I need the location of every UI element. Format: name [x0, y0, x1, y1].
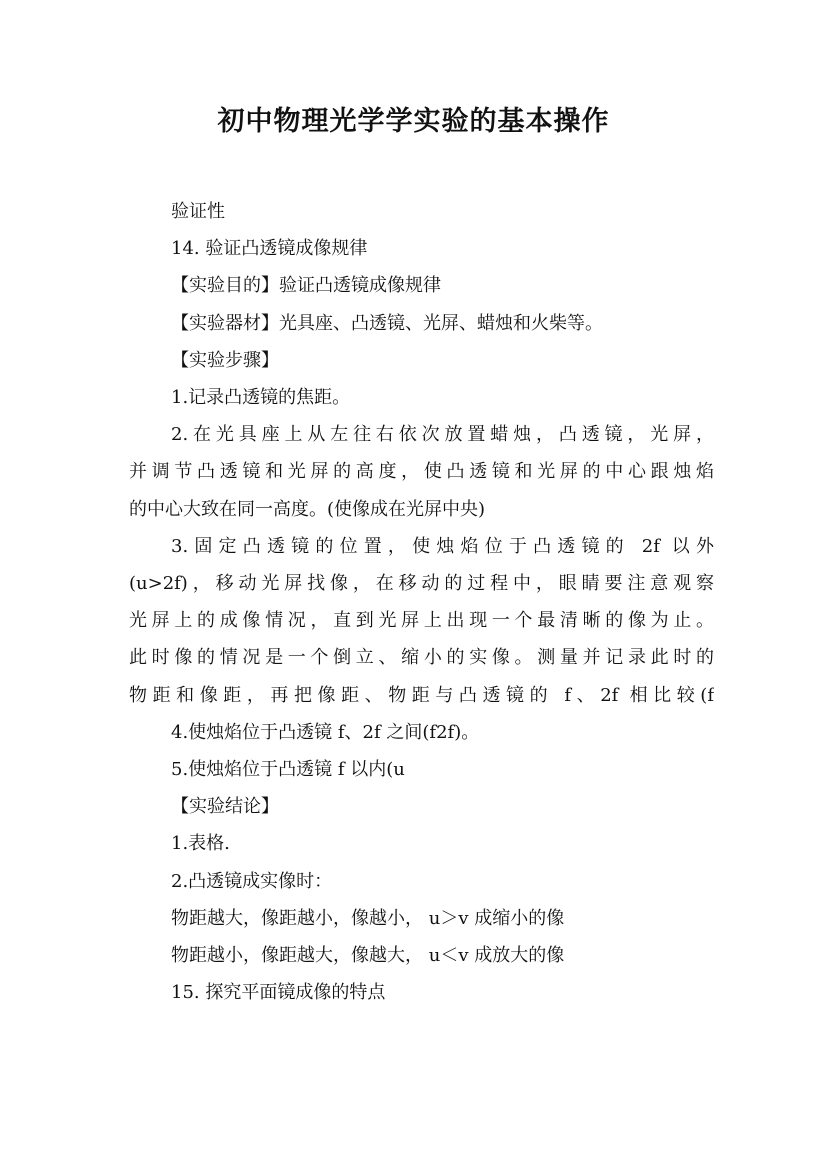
step-3-line-2: (u>2f)，移动光屏找像，在移动的过程中，眼睛要注意观察: [129, 573, 714, 595]
steps-heading: 【实验步骤】: [171, 349, 279, 371]
conclusion-2: 2.凸透镜成实像时：: [171, 870, 333, 892]
experiment-purpose: 【实验目的】验证凸透镜成像规律: [171, 275, 441, 297]
step-3-line-1: 3.固定凸透镜的位置，使烛焰位于凸透镜的 2f 以外: [171, 535, 714, 557]
step-4: 4.使烛焰位于凸透镜 f、2f 之间(f2f)。: [171, 721, 480, 743]
experiment-heading: 14. 验证凸透镜成像规律: [171, 238, 368, 260]
conclusion-rule-enlarged: 物距越小，像距越大，像越大， u＜v 成放大的像: [171, 945, 565, 967]
experiment-materials: 【实验器材】光具座、凸透镜、光屏、蜡烛和火柴等。: [171, 312, 603, 334]
section-label: 验证性: [171, 201, 225, 222]
step-5: 5.使烛焰位于凸透镜 f 以内(u: [171, 759, 405, 781]
conclusion-heading: 【实验结论】: [171, 796, 279, 818]
step-3-line-3: 光屏上的成像情况，直到光屏上出现一个最清晰的像为止。: [129, 610, 714, 632]
step-1: 1.记录凸透镜的焦距。: [171, 387, 351, 409]
experiment-heading-15: 15. 探究平面镜成像的特点: [171, 982, 386, 1004]
step-2-line-2: 并调节凸透镜和光屏的高度，使凸透镜和光屏的中心跟烛焰: [129, 461, 714, 483]
step-3-line-4: 此时像的情况是一个倒立、缩小的实像。测量并记录此时的: [129, 647, 714, 669]
conclusion-1: 1.表格.: [171, 833, 230, 855]
step-3-line-5: 物距和像距，再把像距、物距与凸透镜的 f、2f 相比较(f: [129, 684, 714, 706]
document-title: 初中物理光学学实验的基本操作: [217, 106, 610, 137]
step-2-line-3: 的中心大致在同一高度。(使像成在光屏中央): [129, 498, 486, 520]
document-body: [129, 193, 714, 1011]
step-2-line-1: 2.在光具座上从左往右依次放置蜡烛，凸透镜，光屏，: [171, 424, 714, 446]
conclusion-rule-reduced: 物距越大，像距越小，像越小， u＞v 成缩小的像: [171, 907, 565, 929]
